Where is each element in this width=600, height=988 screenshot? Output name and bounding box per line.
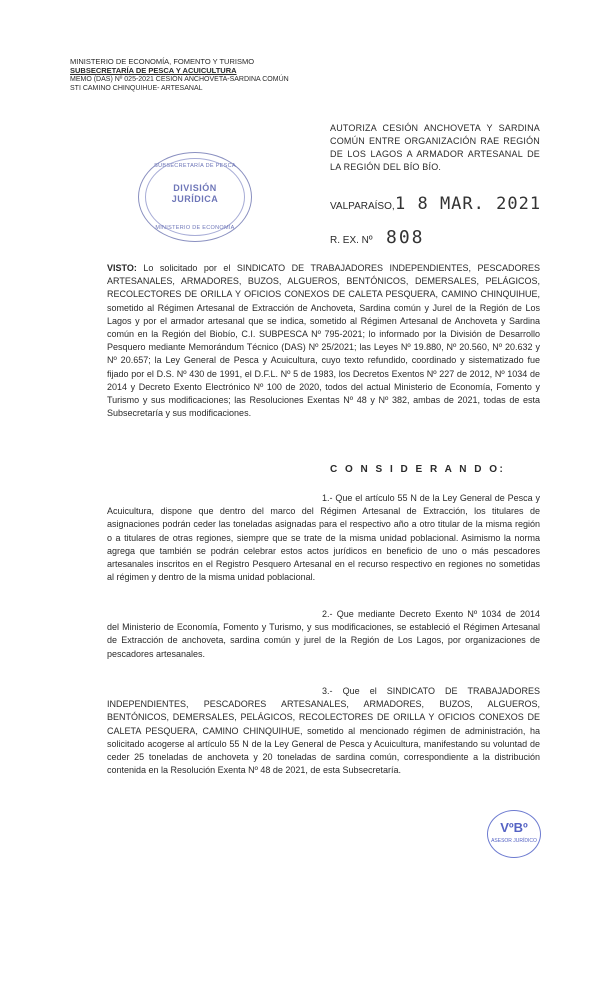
- stamp-line-1: DIVISIÓN: [173, 183, 217, 193]
- stamp-line-2: JURÍDICA: [171, 194, 219, 204]
- vb-stamp-main: VºBº: [500, 820, 528, 835]
- stamp-top-text: SUBSECRETARÍA DE PESCA: [154, 163, 236, 169]
- resolution-date: 1 8 MAR. 2021: [395, 194, 542, 214]
- ministry-name: MINISTERIO DE ECONOMÍA, FOMENTO Y TURISMO: [70, 57, 255, 66]
- visto-bueno-stamp: [487, 810, 541, 858]
- memo-reference: MEMO (DAS) Nº 025-2021 CESIÓN ANCHOVETA-SARDINA COMÚN: [70, 76, 289, 83]
- considerando-title: C O N S I D E R A N D O:: [330, 464, 506, 475]
- sti-reference: STI CAMINO CHINQUIHUE- ARTESANAL: [70, 85, 203, 92]
- considerando-paragraph-3: 3.- Que el SINDICATO DE TRABAJADORES INDEPENDIENTES, PESCADORES ARTESANALES, ARMADORES, BUZOS, ALGUEROS, BENTÓNICOS, DEMERSALES, PELÁGICOS, RECOLECTORES DE ORILLA Y OFICIOS CONEXOS DE CALETA PESQUERA, CAMINO CHINQUIHUE, sometido al mencionado régimen de administración, ha solicitado acogerse al artículo 55 N de la Ley General de Pesca y Acuicultura, manifestando su voluntad de ceder 25 toneladas de anchoveta y 20 toneladas de sardina común, correspondiente a la distribución contenida en la Resolución Exenta Nº 48 de 2021, de esta Subsecretaría.: [107, 686, 540, 776]
- division-juridica-stamp: [138, 152, 252, 242]
- resolution-subject: AUTORIZA CESIÓN ANCHOVETA Y SARDINA COMÚN ENTRE ORGANIZACIÓN RAE REGIÓN DE LOS LAGOS A ARMADOR ARTESANAL DE LA REGIÓN DEL BÍO BÍO.: [330, 123, 540, 172]
- visto-paragraph: [107, 262, 540, 420]
- considerando-paragraph-2: 2.- Que mediante Decreto Exento Nº 1034 de 2014 del Ministerio de Economía, Fomento y Turismo, y sus modificaciones, se estableció el Régimen Artesanal de Extracción de anchoveta, sardina común y jurel de la Región de Los Lagos, por organizaciones de pescadores artesanales.: [107, 609, 540, 659]
- vb-stamp-sub: ASESOR JURÍDICO: [491, 838, 537, 844]
- considerando-paragraph-1: 1.- Que el artículo 55 N de la Ley General de Pesca y Acuicultura, dispone que dentro del marco del Régimen Artesanal de Extracción, los titulares de asignaciones podrán ceder las toneladas asignadas para el respectivo año a otro titular de la misma región o a titulares de otras regiones, siempre que se trate de la misma unidad poblacional. Asimismo la norma agrega que también se podrán celebrar estos actos jurídicos en beneficio de uno o más pescadores artesanales inscritos en el Registro Pesquero Artesanal en el recurso respectivo en regiones no sometidas al régimen y dentro de la misma unidad poblacional.: [107, 493, 540, 583]
- letterhead: [70, 57, 300, 93]
- stamp-center-text: [139, 183, 251, 205]
- rex-number: 808: [386, 227, 425, 248]
- visto-body: Lo solicitado por el SINDICATO DE TRABAJADORES INDEPENDIENTES, PESCADORES ARTESANALES, ARMADORES, BUZOS, ALGUEROS, BENTÓNICOS, DEMERSALES, PELÁGICOS, RECOLECTORES DE ORILLA Y OFICIOS CONEXOS DE CALETA PESQUERA, CAMINO CHINQUIHUE, sometido al Régimen Artesanal de Extracción de Anchoveta, Sardina común y Jurel de la Región de Los Lagos y por el armador artesanal que se indica, sometido al Régimen Artesanal de Anchoveta y Sardina común en la Región del Biobío, C.I. SUBPESCA Nº 795-2021; lo informado por la División de Desarrollo Pesquero mediante Memorándum Técnico (DAS) Nº 25/2021; las Leyes Nº 19.880, Nº 20.560, Nº 20.632 y Nº 20.657; la Ley General de Pesca y Acuicultura, cuyo texto refundido, coordinado y sistematizado fue fijado por el D.S. Nº 430 de 1991, el D.F.L. Nº 5 de 1983, los Decretos Exentos Nº 227 de 2012, Nº 1034 de 2014 y Decreto Exento Electrónico Nº 100 de 2020, todos del actual Ministerio de Economía, Fomento y Turismo y sus modificaciones; las Resoluciones Exentas Nº 48 y Nº 382, ambas de 2021, todas de esta Subsecretaría y sus modificaciones.: [107, 263, 540, 419]
- place-label: VALPARAÍSO,: [330, 201, 395, 212]
- stamp-bottom-text: MINISTERIO DE ECONOMÍA: [155, 225, 235, 231]
- rex-label: R. EX. Nº: [330, 235, 373, 246]
- subsecretaria-name: SUBSECRETARÍA DE PESCA Y ACUICULTURA: [70, 66, 237, 75]
- visto-lead: VISTO:: [107, 263, 137, 273]
